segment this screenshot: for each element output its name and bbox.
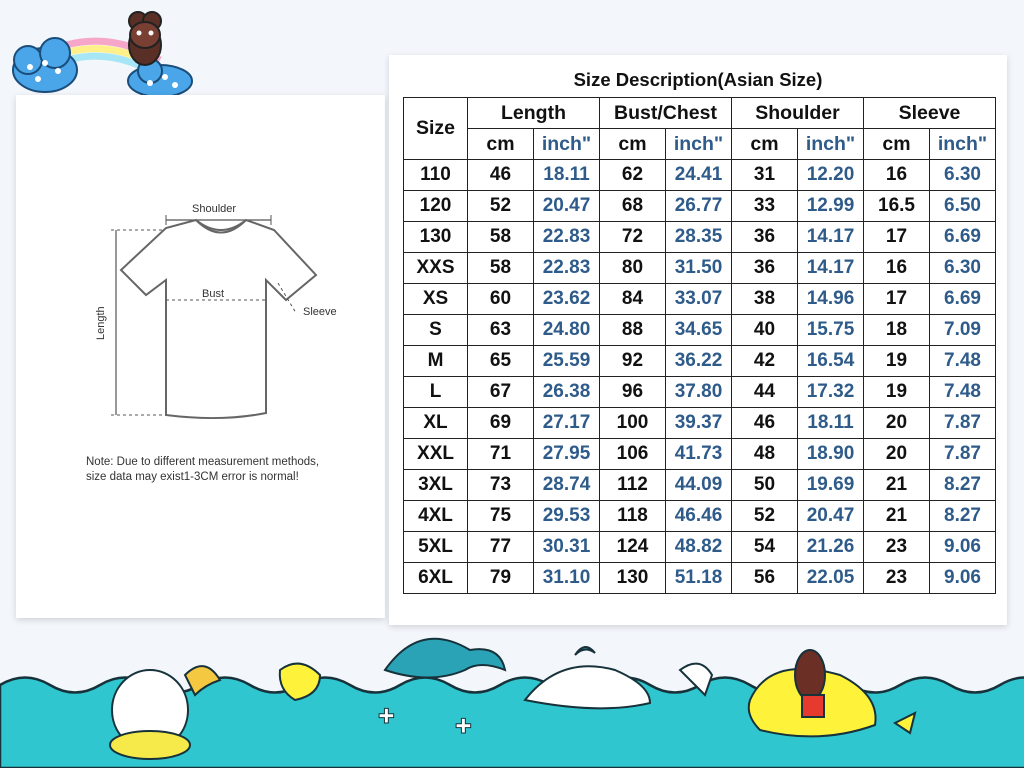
size-row xyxy=(404,439,996,470)
inch-value-cell: 8.27 xyxy=(930,470,996,501)
cm-value-cell: 44 xyxy=(732,377,798,408)
inch-value-cell: 14.17 xyxy=(798,253,864,284)
inch-value-cell: 37.80 xyxy=(666,377,732,408)
cm-value-cell: 56 xyxy=(732,563,798,594)
inch-value-cell: 39.37 xyxy=(666,408,732,439)
inch-value-cell: 24.80 xyxy=(534,315,600,346)
cm-value-cell: 52 xyxy=(732,501,798,532)
cm-value-cell: 72 xyxy=(600,222,666,253)
cm-value-cell: 33 xyxy=(732,191,798,222)
svg-text:✚: ✚ xyxy=(378,706,395,728)
size-label-cell: 120 xyxy=(404,191,468,222)
unit-header: cm xyxy=(732,129,798,160)
shoulder-label: Shoulder xyxy=(192,203,237,215)
inch-value-cell: 6.30 xyxy=(930,160,996,191)
inch-value-cell: 14.17 xyxy=(798,222,864,253)
unit-header: cm xyxy=(600,129,666,160)
cm-value-cell: 52 xyxy=(468,191,534,222)
svg-text:✚: ✚ xyxy=(455,716,472,738)
cm-value-cell: 21 xyxy=(864,501,930,532)
group-header: Bust/Chest xyxy=(600,98,732,129)
inch-value-cell: 14.96 xyxy=(798,284,864,315)
inch-value-cell: 31.50 xyxy=(666,253,732,284)
cm-value-cell: 16 xyxy=(864,160,930,191)
inch-value-cell: 6.69 xyxy=(930,284,996,315)
cm-value-cell: 54 xyxy=(732,532,798,563)
size-row xyxy=(404,501,996,532)
size-row xyxy=(404,408,996,439)
cm-value-cell: 68 xyxy=(600,191,666,222)
cm-value-cell: 88 xyxy=(600,315,666,346)
inch-value-cell: 19.69 xyxy=(798,470,864,501)
size-row xyxy=(404,563,996,594)
cm-value-cell: 16.5 xyxy=(864,191,930,222)
measurement-note xyxy=(86,455,366,485)
note-line-1: Note: Due to different measurement methods, xyxy=(86,456,320,468)
size-chart-title: Size Description(Asian Size) xyxy=(573,69,823,90)
cm-value-cell: 84 xyxy=(600,284,666,315)
inch-value-cell: 22.05 xyxy=(798,563,864,594)
inch-value-cell: 8.27 xyxy=(930,501,996,532)
inch-value-cell: 22.83 xyxy=(534,253,600,284)
inch-value-cell: 46.46 xyxy=(666,501,732,532)
note-line-2: size data may exist1-3CM error is normal! xyxy=(86,471,299,483)
inch-value-cell: 20.47 xyxy=(534,191,600,222)
inch-value-cell: 44.09 xyxy=(666,470,732,501)
group-header: Shoulder xyxy=(732,98,864,129)
size-row xyxy=(404,222,996,253)
cm-value-cell: 100 xyxy=(600,408,666,439)
inch-value-cell: 51.18 xyxy=(666,563,732,594)
cm-value-cell: 106 xyxy=(600,439,666,470)
size-row xyxy=(404,253,996,284)
size-label-cell: XS xyxy=(404,284,468,315)
cm-value-cell: 23 xyxy=(864,532,930,563)
size-row xyxy=(404,470,996,501)
group-header: Length xyxy=(468,98,600,129)
size-row xyxy=(404,532,996,563)
size-label-cell: L xyxy=(404,377,468,408)
inch-value-cell: 25.59 xyxy=(534,346,600,377)
inch-value-cell: 21.26 xyxy=(798,532,864,563)
cm-value-cell: 46 xyxy=(732,408,798,439)
size-label-cell: XXL xyxy=(404,439,468,470)
cm-value-cell: 69 xyxy=(468,408,534,439)
cm-value-cell: 46 xyxy=(468,160,534,191)
inch-value-cell: 23.62 xyxy=(534,284,600,315)
inch-value-cell: 28.74 xyxy=(534,470,600,501)
size-row xyxy=(404,377,996,408)
inch-value-cell: 24.41 xyxy=(666,160,732,191)
bust-label: Bust xyxy=(202,288,225,300)
unit-header: inch" xyxy=(666,129,732,160)
cm-value-cell: 48 xyxy=(732,439,798,470)
cm-value-cell: 75 xyxy=(468,501,534,532)
inch-value-cell: 6.50 xyxy=(930,191,996,222)
rainbow-cloud-bear-decoration xyxy=(0,5,210,100)
cm-value-cell: 79 xyxy=(468,563,534,594)
cm-value-cell: 60 xyxy=(468,284,534,315)
cm-value-cell: 20 xyxy=(864,439,930,470)
size-label-cell: 6XL xyxy=(404,563,468,594)
inch-value-cell: 15.75 xyxy=(798,315,864,346)
cm-value-cell: 38 xyxy=(732,284,798,315)
cm-value-cell: 40 xyxy=(732,315,798,346)
inch-value-cell: 30.31 xyxy=(534,532,600,563)
cm-value-cell: 73 xyxy=(468,470,534,501)
size-label-cell: 130 xyxy=(404,222,468,253)
group-header-row xyxy=(404,98,996,129)
cm-value-cell: 36 xyxy=(732,222,798,253)
size-label-cell: 110 xyxy=(404,160,468,191)
size-row xyxy=(404,160,996,191)
inch-value-cell: 36.22 xyxy=(666,346,732,377)
cm-value-cell: 67 xyxy=(468,377,534,408)
cm-value-cell: 17 xyxy=(864,222,930,253)
size-row xyxy=(404,284,996,315)
cm-value-cell: 42 xyxy=(732,346,798,377)
size-label-cell: XL xyxy=(404,408,468,439)
inch-value-cell: 20.47 xyxy=(798,501,864,532)
inch-value-cell: 31.10 xyxy=(534,563,600,594)
cm-value-cell: 58 xyxy=(468,222,534,253)
unit-header: inch" xyxy=(930,129,996,160)
cm-value-cell: 118 xyxy=(600,501,666,532)
size-label-cell: M xyxy=(404,346,468,377)
diagram-card xyxy=(16,95,385,618)
inch-value-cell: 18.11 xyxy=(534,160,600,191)
length-label: Length xyxy=(95,306,107,340)
size-label-cell: 3XL xyxy=(404,470,468,501)
inch-value-cell: 27.17 xyxy=(534,408,600,439)
inch-value-cell: 33.07 xyxy=(666,284,732,315)
cm-value-cell: 130 xyxy=(600,563,666,594)
size-row xyxy=(404,346,996,377)
unit-header: inch" xyxy=(534,129,600,160)
inch-value-cell: 48.82 xyxy=(666,532,732,563)
cm-value-cell: 63 xyxy=(468,315,534,346)
inch-value-cell: 26.77 xyxy=(666,191,732,222)
inch-value-cell: 41.73 xyxy=(666,439,732,470)
inch-value-cell: 22.83 xyxy=(534,222,600,253)
cm-value-cell: 20 xyxy=(864,408,930,439)
tshirt-measurement-diagram xyxy=(16,95,385,435)
cm-value-cell: 19 xyxy=(864,377,930,408)
size-table-body xyxy=(404,160,996,594)
inch-value-cell: 18.11 xyxy=(798,408,864,439)
inch-value-cell: 6.30 xyxy=(930,253,996,284)
cm-value-cell: 112 xyxy=(600,470,666,501)
inch-value-cell: 17.32 xyxy=(798,377,864,408)
cm-value-cell: 36 xyxy=(732,253,798,284)
cm-value-cell: 124 xyxy=(600,532,666,563)
cm-value-cell: 19 xyxy=(864,346,930,377)
cm-value-cell: 18 xyxy=(864,315,930,346)
inch-value-cell: 7.48 xyxy=(930,377,996,408)
unit-header-row xyxy=(404,129,996,160)
cm-value-cell: 16 xyxy=(864,253,930,284)
inch-value-cell: 12.99 xyxy=(798,191,864,222)
cm-value-cell: 71 xyxy=(468,439,534,470)
cm-value-cell: 17 xyxy=(864,284,930,315)
inch-value-cell: 29.53 xyxy=(534,501,600,532)
size-row xyxy=(404,315,996,346)
inch-value-cell: 28.35 xyxy=(666,222,732,253)
size-label-cell: XXS xyxy=(404,253,468,284)
inch-value-cell: 7.48 xyxy=(930,346,996,377)
cm-value-cell: 80 xyxy=(600,253,666,284)
size-header: Size xyxy=(404,98,468,160)
size-label-cell: S xyxy=(404,315,468,346)
cm-value-cell: 62 xyxy=(600,160,666,191)
inch-value-cell: 18.90 xyxy=(798,439,864,470)
inch-value-cell: 7.09 xyxy=(930,315,996,346)
cm-value-cell: 50 xyxy=(732,470,798,501)
unit-header: cm xyxy=(468,129,534,160)
inch-value-cell: 6.69 xyxy=(930,222,996,253)
cm-value-cell: 77 xyxy=(468,532,534,563)
cm-value-cell: 96 xyxy=(600,377,666,408)
group-header: Sleeve xyxy=(864,98,996,129)
inch-value-cell: 7.87 xyxy=(930,408,996,439)
unit-header: cm xyxy=(864,129,930,160)
sea-animals-decoration xyxy=(0,615,1024,768)
size-label-cell: 5XL xyxy=(404,532,468,563)
cm-value-cell: 21 xyxy=(864,470,930,501)
inch-value-cell: 7.87 xyxy=(930,439,996,470)
size-table xyxy=(403,97,996,594)
inch-value-cell: 27.95 xyxy=(534,439,600,470)
cm-value-cell: 65 xyxy=(468,346,534,377)
size-chart-card xyxy=(389,55,1007,625)
cm-value-cell: 92 xyxy=(600,346,666,377)
cm-value-cell: 23 xyxy=(864,563,930,594)
inch-value-cell: 12.20 xyxy=(798,160,864,191)
size-label-cell: 4XL xyxy=(404,501,468,532)
cm-value-cell: 58 xyxy=(468,253,534,284)
size-row xyxy=(404,191,996,222)
inch-value-cell: 9.06 xyxy=(930,532,996,563)
inch-value-cell: 26.38 xyxy=(534,377,600,408)
inch-value-cell: 16.54 xyxy=(798,346,864,377)
sleeve-label: Sleeve xyxy=(303,306,337,318)
inch-value-cell: 34.65 xyxy=(666,315,732,346)
inch-value-cell: 9.06 xyxy=(930,563,996,594)
unit-header: inch" xyxy=(798,129,864,160)
cm-value-cell: 31 xyxy=(732,160,798,191)
